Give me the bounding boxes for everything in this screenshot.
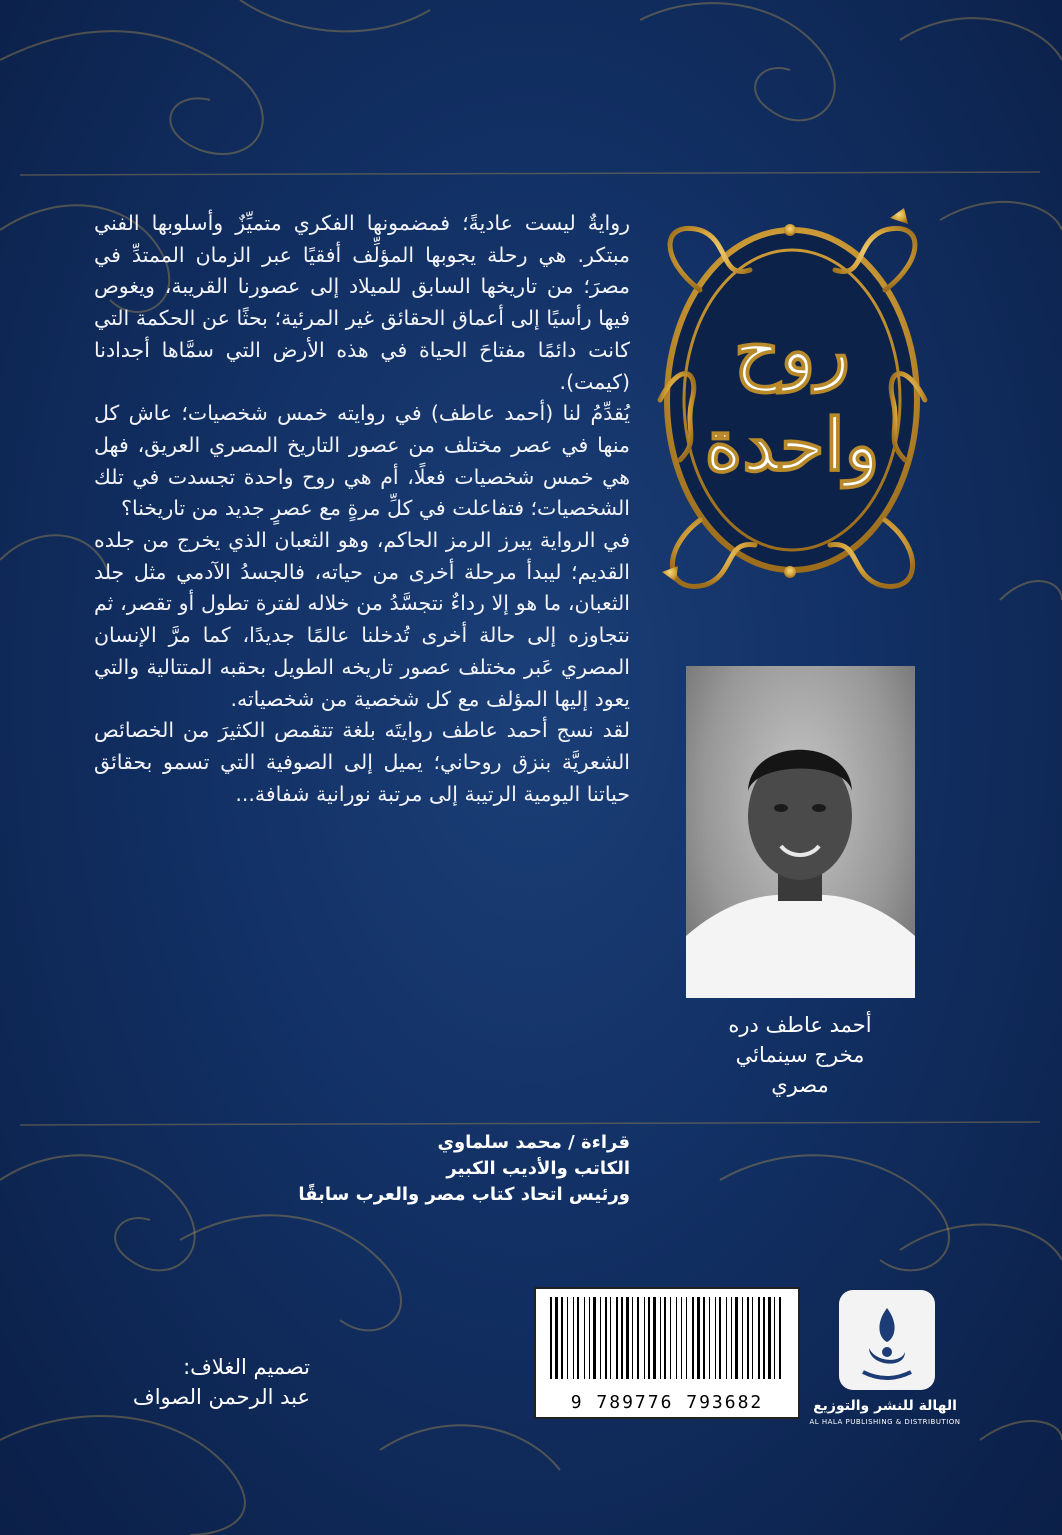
barcode-bar bbox=[768, 1297, 771, 1379]
author-name: أحمد عاطف دره bbox=[728, 1013, 872, 1037]
barcode-bar bbox=[621, 1297, 623, 1379]
barcode-bar bbox=[697, 1297, 700, 1379]
blurb-paragraph: لقد نسج أحمد عاطف روايتَه بلغة تتقمص الكثيرَ من الخصائص الشعريَّة بنزق روحاني؛ يميل إلى الصوفية التي تسمو بحقائق حياتنا اليومية الرتيبة إلى مرتبة نورانية شفافة... bbox=[94, 718, 630, 806]
barcode-bar bbox=[670, 1297, 671, 1379]
barcode-bar bbox=[600, 1297, 601, 1379]
barcode-bar bbox=[742, 1297, 743, 1379]
barcode-bar bbox=[763, 1297, 765, 1379]
title-emblem bbox=[640, 200, 945, 620]
publisher-name: الهالة للنشر والتوزيع bbox=[813, 1398, 957, 1414]
barcode-digits: 9 789776 793682 bbox=[570, 1392, 764, 1413]
barcode-bar bbox=[577, 1297, 579, 1379]
barcode-bar bbox=[637, 1297, 639, 1379]
barcode-bar bbox=[664, 1297, 666, 1379]
barcode-bar bbox=[709, 1297, 710, 1379]
barcode-bar bbox=[703, 1297, 705, 1379]
barcode-bar bbox=[644, 1297, 645, 1379]
barcode-bar bbox=[758, 1297, 760, 1379]
barcode-bar bbox=[589, 1297, 590, 1379]
designer-name: عبد الرحمن الصواف bbox=[132, 1385, 310, 1409]
blurb-paragraph: روايةٌ ليست عاديةً؛ فمضمونها الفكري متميِّزٌ وأسلوبها الفني مبتكر. هي رحلة يجوبها المؤلِّف أفقيًا عبر الزمان الممتدِّ في مصرَ؛ من تاريخها السابق للميلاد إلى عصورنا القريبة، ويغوص فيها رأسيًا إلى أعماق الحقائق غير المرئية؛ بحثًا عن الحكمة التي كانت دائمًا مفتاحَ الحياة في هذه الأرض التي سمَّاها أجدادنا (كيمت). bbox=[94, 211, 630, 394]
barcode-bar bbox=[692, 1297, 694, 1379]
designer-credit bbox=[90, 1352, 310, 1412]
blurb-paragraph: يُقدِّمُ لنا (أحمد عاطف) في روايته خمس شخصيات؛ عاش كل منها في عصر مختلف من عصور التاريخ المصري العريق، فهل هي خمس شخصيات فعلًا، أم هي روح واحدة تجسدت في تلك الشخصيات؛ فتفاعلت في كلِّ مرةٍ مع عصرٍ جديد من تاريخنا؟ bbox=[94, 401, 630, 521]
author-role: مخرج سينمائي bbox=[735, 1043, 865, 1067]
publisher-logo bbox=[839, 1290, 935, 1390]
barcode-bar bbox=[584, 1297, 585, 1379]
barcode-bar bbox=[731, 1297, 732, 1379]
barcode-bar bbox=[626, 1297, 629, 1379]
barcode-bar bbox=[735, 1297, 738, 1379]
blurb-text bbox=[94, 208, 630, 810]
barcode-bar bbox=[653, 1297, 656, 1379]
author-caption bbox=[660, 1010, 940, 1100]
barcode-bar bbox=[774, 1297, 775, 1379]
barcode-bar bbox=[752, 1297, 753, 1379]
barcode-bar bbox=[779, 1297, 781, 1379]
barcode-bar bbox=[616, 1297, 618, 1379]
barcode-bar bbox=[632, 1297, 633, 1379]
publisher-emblem-icon bbox=[839, 1290, 935, 1390]
reviewer-credit bbox=[300, 1130, 630, 1208]
reviewer-position: ورئيس اتحاد كتاب مصر والعرب سابقًا bbox=[298, 1184, 630, 1205]
designer-label: تصميم الغلاف: bbox=[183, 1355, 310, 1379]
barcode-bar bbox=[660, 1297, 661, 1379]
barcode-bar bbox=[605, 1297, 607, 1379]
barcode-bar bbox=[561, 1297, 563, 1379]
barcode-bar bbox=[676, 1297, 677, 1379]
reviewer-title: الكاتب والأديب الكبير bbox=[446, 1158, 630, 1179]
publisher-name-en: AL HALA PUBLISHING & DISTRIBUTION bbox=[809, 1418, 961, 1426]
author-photo bbox=[686, 666, 915, 998]
barcode-bar bbox=[747, 1297, 749, 1379]
barcode-bar bbox=[715, 1297, 716, 1379]
title-line1: روح bbox=[733, 307, 851, 392]
barcode-bars bbox=[536, 1289, 798, 1389]
reviewer-name: قراءة / محمد سلماوي bbox=[437, 1132, 630, 1153]
barcode-bar bbox=[610, 1297, 611, 1379]
barcode-bar bbox=[573, 1297, 574, 1379]
blurb-paragraph: في الرواية يبرز الرمز الحاكم، وهو الثعبان الذي يخرج من جلده القديم؛ ليبدأ مرحلة أخرى من حياته، فالجسدُ الآدمي مثل جلد الثعبان، ما هو إلا رداءٌ نتجسَّدُ من خلاله لفترة تطول أو تقصر، ثم نتجاوزه إلى حالة أخرى تُدخلنا عالمًا جديدًا، كما مرَّ الإنسان المصري عَبر مختلف عصور تاريخه الطويل بحقبه المتتالية والتي يعود إليها المؤلف مع كل شخصية من شخصياته. bbox=[94, 528, 630, 711]
barcode-bar bbox=[719, 1297, 721, 1379]
barcode-bar bbox=[593, 1297, 596, 1379]
barcode-bar bbox=[555, 1297, 558, 1379]
barcode-bar bbox=[681, 1297, 682, 1379]
author-nationality: مصري bbox=[771, 1073, 829, 1097]
title-line2: واحدة bbox=[704, 402, 880, 487]
barcode-bar bbox=[686, 1297, 687, 1379]
barcode-bar bbox=[726, 1297, 727, 1379]
barcode bbox=[534, 1287, 800, 1419]
barcode-bar bbox=[648, 1297, 650, 1379]
barcode-bar bbox=[550, 1297, 552, 1379]
barcode-bar bbox=[567, 1297, 568, 1379]
